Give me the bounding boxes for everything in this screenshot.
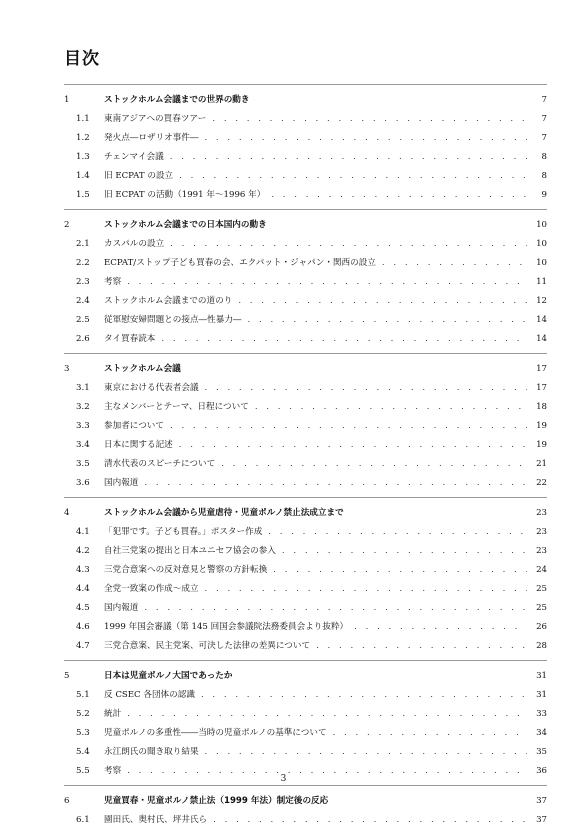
toc-section — [64, 84, 547, 205]
section-entry[interactable] — [64, 417, 547, 436]
dot-leader — [144, 599, 527, 618]
entry-number: 5.3 — [76, 728, 90, 738]
entry-title: 三党合意案への反対意見と警察の方針転換 — [104, 565, 268, 575]
entry-number: 3 — [64, 364, 70, 374]
entry-page: 22 — [536, 478, 547, 488]
entry-page: 24 — [536, 565, 547, 575]
entry-number: 3.2 — [76, 402, 90, 412]
section-entry[interactable] — [64, 273, 547, 292]
entry-title: 全党一致案の作成〜成立 — [104, 584, 199, 594]
section-entry[interactable] — [64, 186, 547, 205]
dot-leader — [144, 474, 527, 493]
entry-number: 3.6 — [76, 478, 90, 488]
section-entry[interactable] — [64, 743, 547, 762]
toc-section — [64, 785, 547, 830]
entry-number: 2.6 — [76, 334, 90, 344]
entry-title: 反 CSEC 各団体の認識 — [104, 690, 195, 700]
entry-number: 4.7 — [76, 641, 90, 651]
chapter-entry[interactable] — [64, 360, 547, 379]
toc-section — [64, 660, 547, 781]
chapter-entry[interactable] — [64, 792, 547, 811]
entry-title: タイ買春読本 — [104, 334, 156, 344]
entry-number: 1.1 — [76, 114, 90, 124]
dot-leader — [316, 637, 527, 656]
dot-leader — [161, 330, 527, 349]
chapter-entry[interactable] — [64, 216, 547, 235]
entry-number: 4.4 — [76, 584, 90, 594]
dot-leader — [273, 561, 527, 580]
entry-title: 考察 — [104, 277, 122, 287]
section-entry[interactable] — [64, 167, 547, 186]
entry-title: 参加者について — [104, 421, 164, 431]
entry-number: 2.4 — [76, 296, 90, 306]
entry-title: カスパルの設立 — [104, 239, 165, 249]
entry-page: 11 — [536, 277, 547, 287]
entry-title: 国内報道 — [104, 478, 139, 488]
entry-page: 35 — [536, 747, 547, 757]
section-entry[interactable] — [64, 148, 547, 167]
entry-title: 児童買春・児童ポルノ禁止法（1999 年法）制定後の反応 — [104, 796, 329, 806]
entry-page: 31 — [536, 690, 547, 700]
entry-page: 25 — [536, 603, 547, 613]
dot-leader — [179, 167, 527, 186]
chapter-entry[interactable] — [64, 667, 547, 686]
section-entry[interactable] — [64, 379, 547, 398]
entry-page: 14 — [536, 334, 547, 344]
section-entry[interactable] — [64, 398, 547, 417]
dot-leader — [354, 618, 527, 637]
toc-section — [64, 497, 547, 656]
entry-page: 25 — [536, 584, 547, 594]
entry-page: 18 — [536, 402, 547, 412]
entry-title: ECPAT/ストップ子ども買春の会、エクパット・ジャパン・関西の設立 — [104, 258, 376, 268]
dot-leader — [282, 542, 527, 561]
entry-page: 10 — [536, 239, 547, 249]
section-entry[interactable] — [64, 254, 547, 273]
section-entry[interactable] — [64, 523, 547, 542]
entry-page: 21 — [536, 459, 547, 469]
entry-page: 26 — [536, 622, 547, 632]
entry-title: 日本は児童ポルノ大国であったか — [104, 671, 233, 681]
entry-page: 19 — [536, 440, 547, 450]
dot-leader — [170, 417, 527, 436]
entry-title: 国内報道 — [104, 603, 139, 613]
section-entry[interactable] — [64, 811, 547, 830]
entry-number: 2.3 — [76, 277, 90, 287]
entry-number: 6.1 — [76, 815, 90, 825]
entry-number: 1.4 — [76, 171, 90, 181]
dot-leader — [255, 398, 527, 417]
entry-title: ストックホルム会議 — [104, 364, 181, 374]
dot-leader — [333, 724, 527, 743]
entry-title: 1999 年国会審議（第 145 回国会参議院法務委員会より抜粋） — [104, 622, 349, 632]
entry-number: 5.5 — [76, 766, 90, 776]
dot-leader — [382, 254, 527, 273]
entry-title: 園田氏、奥村氏、坪井氏ら — [104, 815, 208, 825]
entry-page: 12 — [536, 296, 547, 306]
dot-leader — [127, 273, 527, 292]
dot-leader — [170, 148, 527, 167]
entry-number: 2.5 — [76, 315, 90, 325]
chapter-entry[interactable] — [64, 91, 547, 110]
entry-title: 発火点―ロザリオ事件― — [104, 133, 199, 143]
entry-page: 7 — [541, 133, 547, 143]
section-entry[interactable] — [64, 637, 547, 656]
dot-leader — [170, 235, 527, 254]
entry-title: 旧 ECPAT の活動（1991 年〜1996 年） — [104, 190, 266, 200]
section-entry[interactable] — [64, 561, 547, 580]
toc-section — [64, 353, 547, 493]
section-entry[interactable] — [64, 311, 547, 330]
dot-leader — [205, 379, 527, 398]
entry-page: 36 — [536, 766, 547, 776]
entry-number: 1 — [64, 95, 70, 105]
dot-leader — [212, 110, 527, 129]
entry-page: 23 — [536, 508, 547, 518]
entry-title: 統計 — [104, 709, 122, 719]
dot-leader — [271, 186, 527, 205]
entry-number: 3.5 — [76, 459, 90, 469]
dot-leader — [179, 436, 527, 455]
entry-title: 自社三党案の提出と日本ユニセフ協会の参入 — [104, 546, 276, 556]
section-entry[interactable] — [64, 330, 547, 349]
entry-page: 23 — [536, 527, 547, 537]
dot-leader — [204, 129, 527, 148]
chapter-entry[interactable] — [64, 504, 547, 523]
entry-number: 1.2 — [76, 133, 90, 143]
entry-title: 東京における代表者会議 — [104, 383, 199, 393]
entry-number: 2.1 — [76, 239, 90, 249]
entry-title: 永江朗氏の聞き取り結果 — [104, 747, 199, 757]
entry-page: 10 — [536, 220, 547, 230]
section-entry[interactable] — [64, 110, 547, 129]
dot-leader — [268, 523, 527, 542]
entry-number: 1.5 — [76, 190, 90, 200]
entry-number: 2 — [64, 220, 70, 230]
entry-number: 5.4 — [76, 747, 90, 757]
entry-page: 37 — [536, 815, 547, 825]
entry-title: ストックホルム会議から児童虐待・児童ポルノ禁止法成立まで — [104, 508, 344, 518]
section-entry[interactable] — [64, 542, 547, 561]
entry-number: 4.1 — [76, 527, 90, 537]
entry-number: 3.3 — [76, 421, 90, 431]
page-number: 3 — [280, 774, 287, 784]
entry-page: 19 — [536, 421, 547, 431]
entry-page: 8 — [541, 152, 547, 162]
dot-leader — [221, 455, 527, 474]
entry-page: 8 — [541, 171, 547, 181]
dot-leader — [205, 743, 527, 762]
entry-number: 5.1 — [76, 690, 90, 700]
entry-page: 23 — [536, 546, 547, 556]
section-entry[interactable] — [64, 599, 547, 618]
entry-number: 3.4 — [76, 440, 90, 450]
entry-number: 5.2 — [76, 709, 90, 719]
entry-page: 7 — [541, 95, 547, 105]
entry-title: ストックホルム会議までの世界の動き — [104, 95, 250, 105]
entry-page: 28 — [536, 641, 547, 651]
dot-leader — [248, 311, 527, 330]
dot-leader — [201, 686, 527, 705]
entry-title: 旧 ECPAT の設立 — [104, 171, 174, 181]
entry-page: 9 — [541, 190, 547, 200]
section-entry[interactable] — [64, 292, 547, 311]
entry-number: 4.2 — [76, 546, 90, 556]
entry-title: 日本に関する記述 — [104, 440, 173, 450]
section-entry[interactable] — [64, 474, 547, 493]
dot-leader — [238, 292, 527, 311]
entry-title: 東南アジアへの買春ツアー — [104, 114, 207, 124]
dot-leader — [213, 811, 527, 830]
entry-page: 10 — [536, 258, 547, 268]
entry-page: 33 — [536, 709, 547, 719]
entry-title: 「犯罪です。子ども買春。」ポスター作成 — [104, 527, 263, 537]
page-title: 目次 — [64, 49, 100, 69]
dot-leader — [127, 705, 527, 724]
section-entry[interactable] — [64, 235, 547, 254]
entry-number: 5 — [64, 671, 70, 681]
toc-section — [64, 209, 547, 349]
entry-page: 17 — [536, 383, 547, 393]
section-entry[interactable] — [64, 724, 547, 743]
dot-leader — [205, 580, 527, 599]
entry-number: 3.1 — [76, 383, 90, 393]
entry-number: 4.5 — [76, 603, 90, 613]
entry-page: 7 — [541, 114, 547, 124]
entry-title: 従軍慰安婦問題との接点―性暴力― — [104, 315, 242, 325]
section-entry[interactable] — [64, 580, 547, 599]
section-entry[interactable] — [64, 705, 547, 724]
entry-title: ストックホルム会議までの日本国内の動き — [104, 220, 267, 230]
entry-title: 主なメンバーとテーマ、日程について — [104, 402, 249, 412]
entry-page: 31 — [536, 671, 547, 681]
entry-number: 2.2 — [76, 258, 90, 268]
entry-page: 14 — [536, 315, 547, 325]
entry-page: 37 — [536, 796, 547, 806]
section-entry[interactable] — [64, 129, 547, 148]
entry-title: 児童ポルノの多重性――当時の児童ポルノの基準について — [104, 728, 327, 738]
entry-page: 17 — [536, 364, 547, 374]
section-entry[interactable] — [64, 618, 547, 637]
entry-title: 考察 — [104, 766, 122, 776]
entry-page: 34 — [536, 728, 547, 738]
section-entry[interactable] — [64, 686, 547, 705]
entry-title: 清水代表のスピーチについて — [104, 459, 216, 469]
entry-number: 6 — [64, 796, 70, 806]
entry-number: 4.6 — [76, 622, 90, 632]
entry-title: チェンマイ会議 — [104, 152, 164, 162]
entry-title: 三党合意案、民主党案、可決した法律の差異について — [104, 641, 311, 651]
entry-number: 4.3 — [76, 565, 90, 575]
entry-number: 4 — [64, 508, 70, 518]
table-of-contents — [64, 84, 547, 834]
section-entry[interactable] — [64, 455, 547, 474]
entry-number: 1.3 — [76, 152, 90, 162]
section-entry[interactable] — [64, 436, 547, 455]
entry-title: ストックホルム会議までの道のり — [104, 296, 233, 306]
